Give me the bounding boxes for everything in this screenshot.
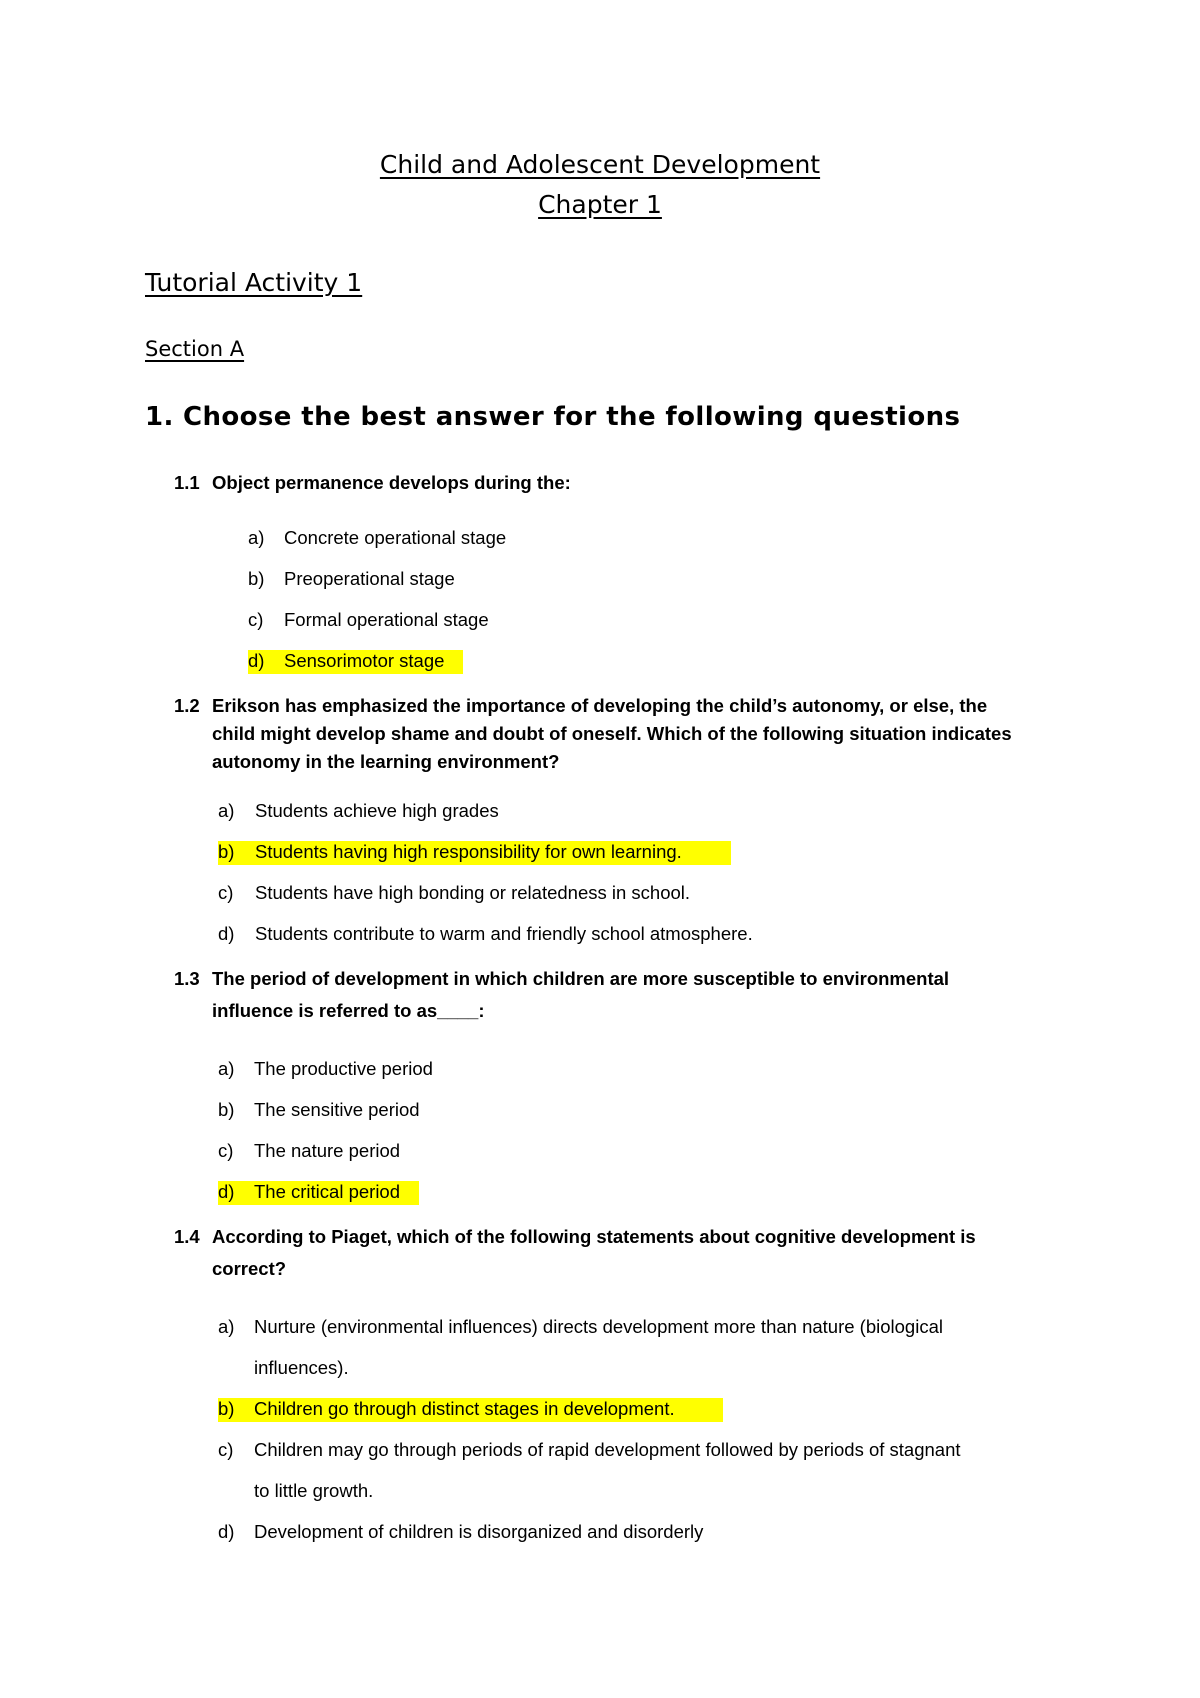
option-text-line-1: Nurture (environmental influences) directs development more than nature (biological — [254, 1316, 943, 1337]
option-letter: d) — [218, 1181, 235, 1202]
option-letter: c) — [218, 882, 234, 903]
question-1-3 — [174, 963, 1074, 1027]
question-text-line-2: correct? — [212, 1258, 287, 1279]
option-text: Students have high bonding or relatedness in school. — [255, 882, 691, 903]
question-text-line-3: autonomy in the learning environment? — [212, 751, 560, 772]
instruction-number: 1. — [145, 402, 174, 432]
option-1-2-b-correct[interactable] — [218, 841, 731, 865]
option-letter: d) — [218, 1521, 235, 1542]
option-1-3-d-correct[interactable] — [218, 1181, 419, 1205]
question-text-line-2: child might develop shame and doubt of oneself. Which of the following situation indicates — [212, 723, 1012, 744]
question-number: 1.1 — [174, 472, 200, 493]
option-letter: d) — [248, 650, 265, 671]
option-letter: c) — [248, 609, 264, 630]
option-letter: c) — [218, 1439, 234, 1460]
option-letter: d) — [218, 923, 235, 944]
option-text: Students contribute to warm and friendly school atmosphere. — [255, 923, 753, 944]
question-number: 1.2 — [174, 695, 200, 716]
question-1-4 — [174, 1221, 1074, 1285]
option-text-line-1: Children may go through periods of rapid development followed by periods of stagnant — [254, 1439, 961, 1460]
option-text: The productive period — [254, 1058, 433, 1079]
question-text-line-1: According to Piaget, which of the following statements about cognitive development is — [212, 1226, 976, 1247]
option-letter: a) — [218, 1316, 235, 1337]
option-letter: a) — [218, 1058, 235, 1079]
option-text: Students achieve high grades — [255, 800, 499, 821]
question-text-line-2: influence is referred to as____: — [212, 1000, 485, 1021]
question-text: Object permanence develops during the: — [212, 472, 571, 493]
option-letter: b) — [218, 841, 235, 862]
option-text: Children go through distinct stages in development. — [254, 1398, 675, 1419]
instruction — [145, 402, 960, 432]
option-letter: a) — [248, 527, 265, 548]
option-text: Development of children is disorganized and disorderly — [254, 1521, 704, 1542]
question-1-1 — [174, 472, 1074, 494]
option-letter: c) — [218, 1140, 234, 1161]
option-text: Concrete operational stage — [284, 527, 507, 548]
option-text: The nature period — [254, 1140, 401, 1161]
option-1-4-b-correct[interactable] — [218, 1398, 723, 1422]
question-1-2 — [174, 692, 1074, 776]
option-text: Sensorimotor stage — [284, 650, 445, 671]
option-text-line-2: to little growth. — [254, 1480, 374, 1501]
option-text: The critical period — [254, 1181, 401, 1202]
option-text: The sensitive period — [254, 1099, 420, 1120]
section-heading: Section A — [145, 337, 245, 361]
option-letter: a) — [218, 800, 235, 821]
option-letter: b) — [218, 1099, 235, 1120]
chapter-heading: Chapter 1 — [538, 190, 662, 219]
question-text-line-1: Erikson has emphasized the importance of developing the child’s autonomy, or else, the — [212, 695, 988, 716]
option-text: Preoperational stage — [284, 568, 455, 589]
activity-heading: Tutorial Activity 1 — [145, 268, 363, 297]
option-1-1-d-correct[interactable] — [248, 650, 463, 674]
question-number: 1.3 — [174, 968, 200, 989]
option-letter: b) — [218, 1398, 235, 1419]
question-text-line-1: The period of development in which children are more susceptible to environmental — [212, 968, 950, 989]
option-text: Students having high responsibility for own learning. — [255, 841, 682, 862]
option-text-line-2: influences). — [254, 1357, 349, 1378]
question-number: 1.4 — [174, 1226, 200, 1247]
document-title: Child and Adolescent Development — [379, 150, 821, 179]
option-text: Formal operational stage — [284, 609, 489, 630]
instruction-text: Choose the best answer for the following questions — [183, 402, 961, 432]
option-letter: b) — [248, 568, 265, 589]
